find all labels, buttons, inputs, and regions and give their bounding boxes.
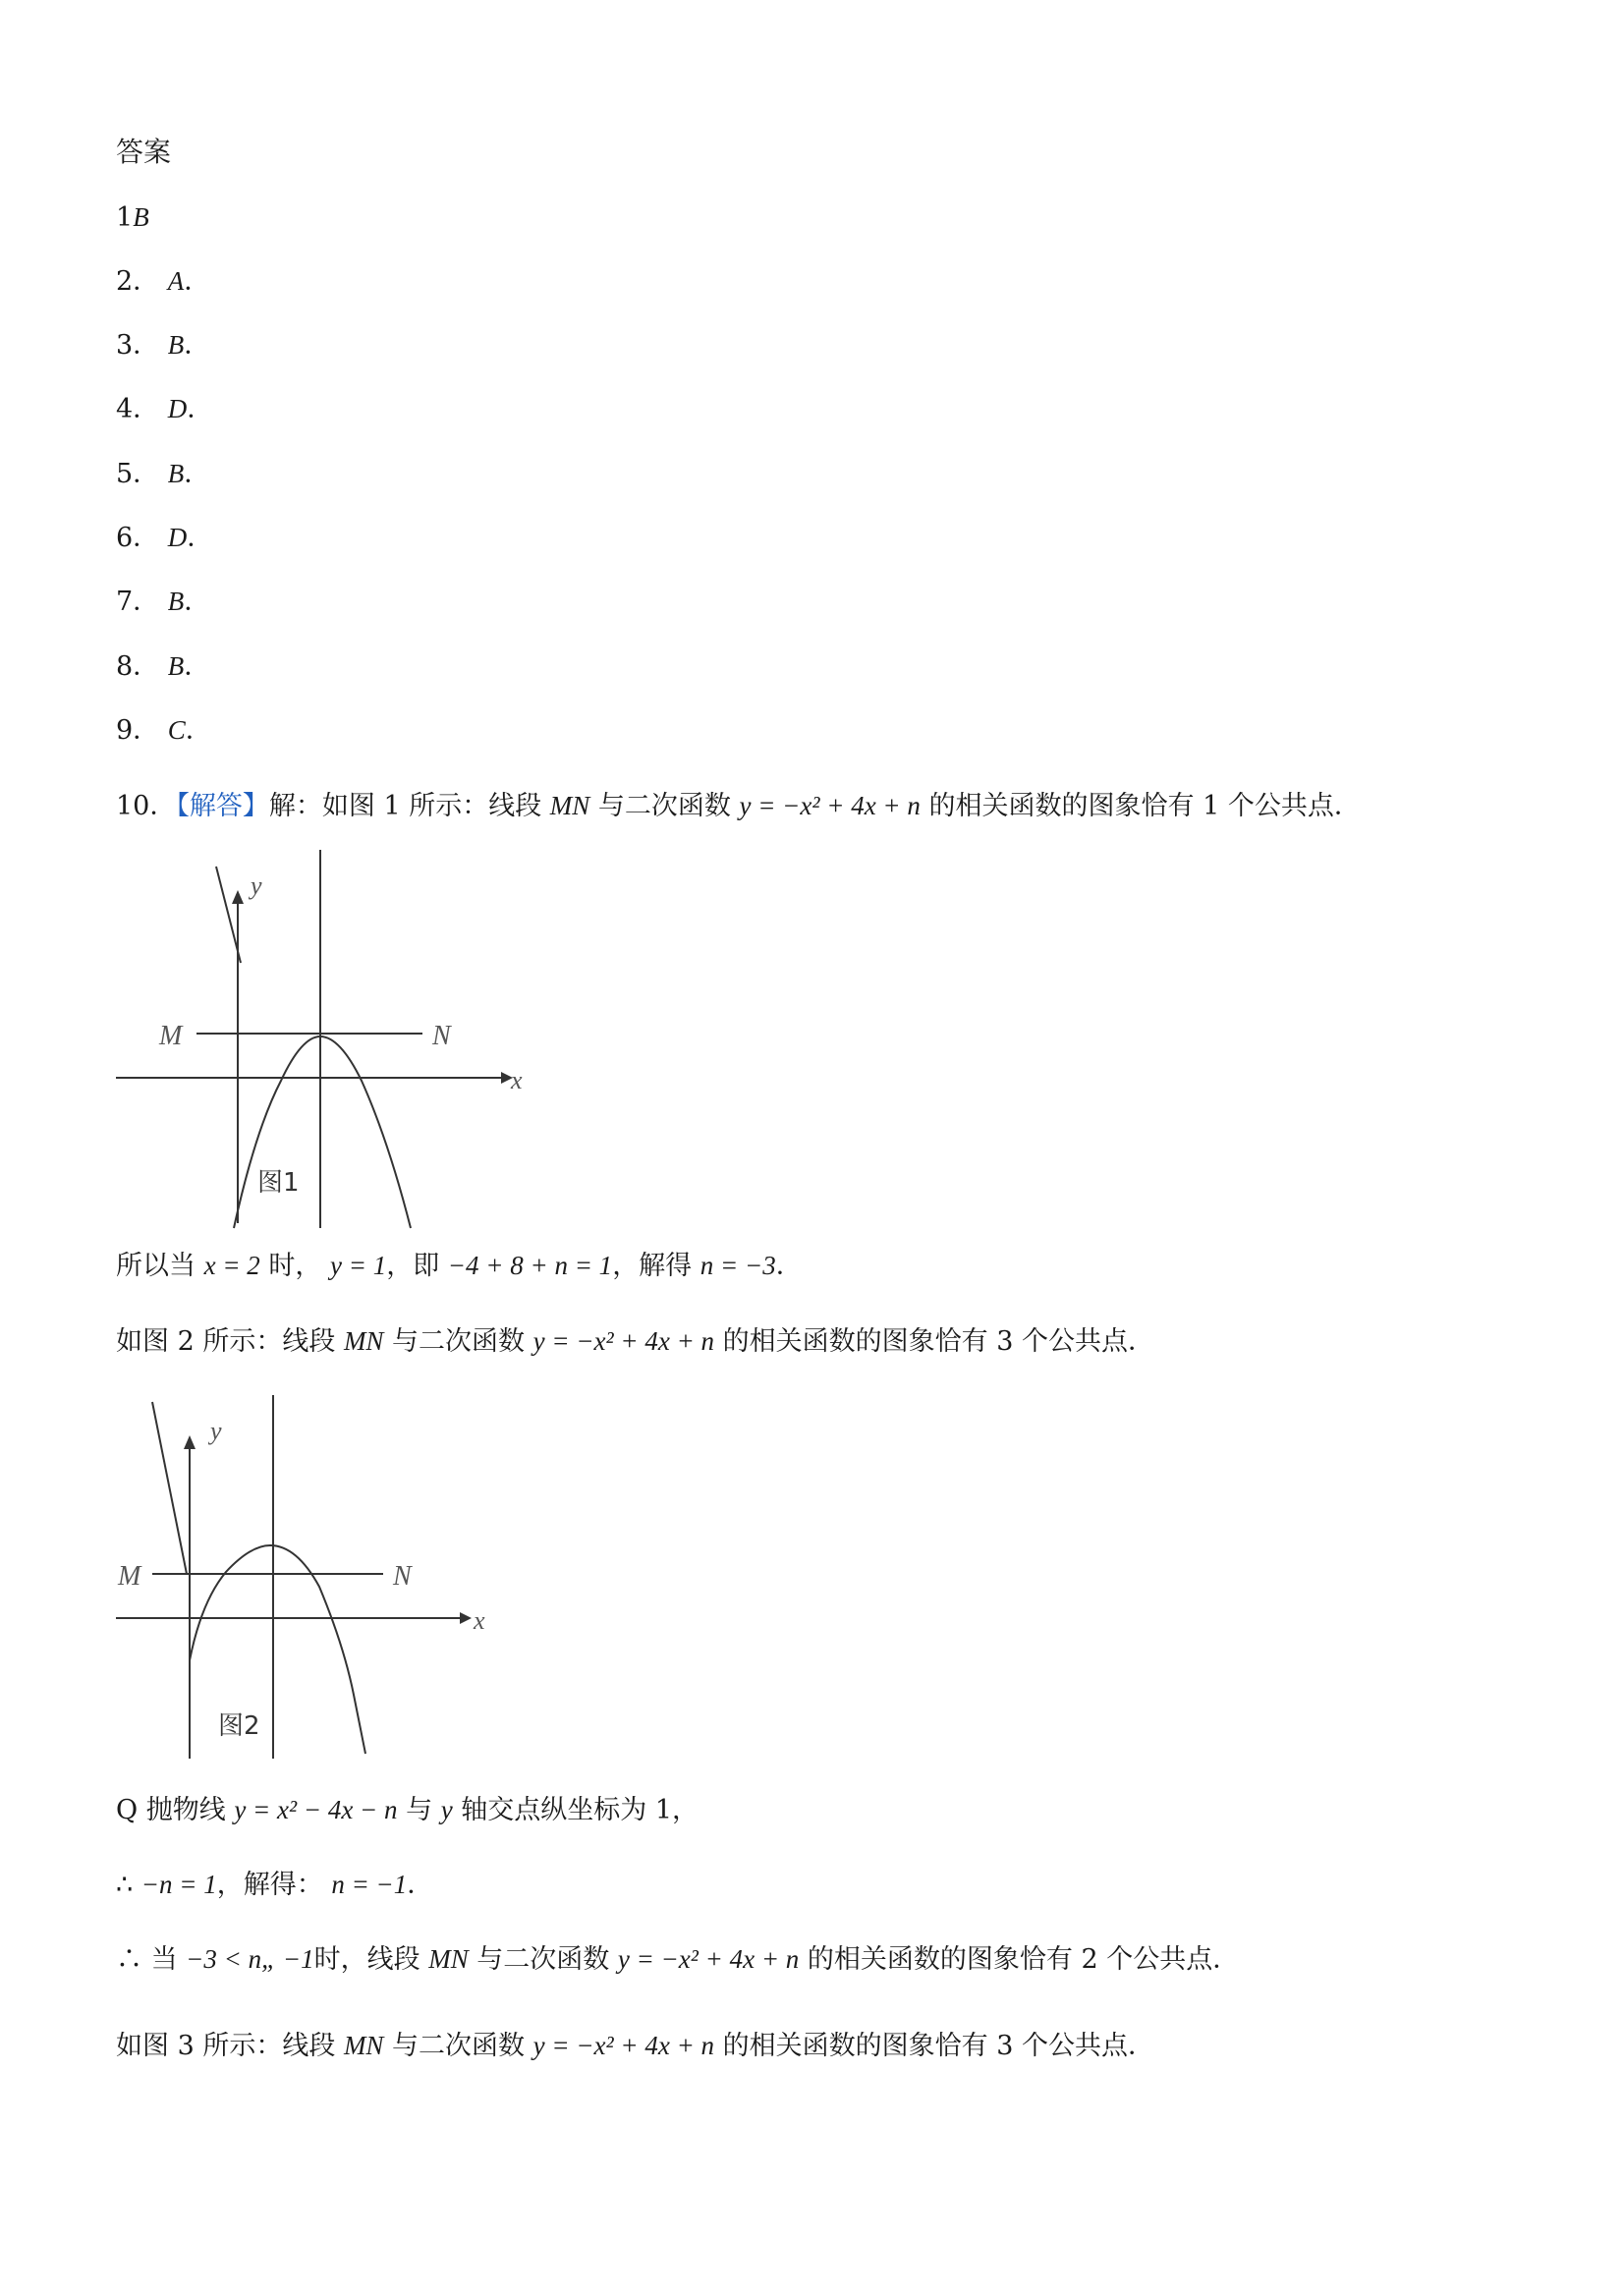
answer-number: 3．	[116, 330, 160, 361]
q10-line	[116, 786, 1361, 826]
fig1-label-n: N	[432, 1021, 451, 1051]
sol1-b: x = 2	[203, 1251, 260, 1280]
q10-tail: 的相关函数的图象恰有 1 个公共点．	[920, 791, 1361, 821]
q10-tag: 【解答】	[176, 791, 269, 821]
sol1-h: n = −3	[700, 1251, 776, 1280]
fig2-y-arrow	[184, 1435, 196, 1449]
fig1-y-arrow	[232, 890, 244, 904]
fig2-intro-b: MN	[343, 1326, 384, 1356]
fig3-intro-a: 如图 3 所示：线段	[116, 2031, 344, 2061]
answer-number: 7．	[116, 587, 160, 617]
figure-1	[108, 845, 540, 1233]
line-q-c: 与	[397, 1795, 441, 1825]
answer-letter: B	[167, 651, 185, 681]
answer-end: ．	[184, 587, 211, 617]
fig2-intro-a: 如图 2 所示：线段	[116, 1326, 344, 1357]
answer-3	[116, 325, 210, 365]
t2-f: y = −x² + 4x + n	[617, 1944, 800, 1974]
sol1-f: −4 + 8 + n = 1	[447, 1251, 613, 1280]
fig3-intro-line	[116, 2026, 1154, 2066]
fig3-intro-d: y = −x² + 4x + n	[532, 2031, 715, 2060]
t2-e: 与二次函数	[468, 1944, 618, 1975]
q10-intro: 解：如图 1 所示：线段	[268, 791, 550, 821]
answer-number: 4．	[116, 394, 160, 424]
t2-c: 时，线段	[313, 1944, 429, 1975]
line-q-a: Q 抛物线	[116, 1795, 235, 1825]
fig3-intro-b: MN	[343, 2031, 384, 2060]
answer-number: 5．	[116, 459, 160, 489]
answer-letter: B	[167, 459, 185, 488]
sol1-d: y = 1	[329, 1251, 387, 1280]
answer-end: ．	[187, 394, 214, 424]
fig2-intro-c: 与二次函数	[383, 1326, 533, 1357]
sol1-c: 时，	[259, 1251, 330, 1281]
fig2-intro-e: 的相关函数的图象恰有 3 个公共点．	[714, 1326, 1154, 1357]
answer-end: ．	[184, 330, 211, 361]
answer-letter: C	[167, 715, 186, 745]
answer-number: 2．	[116, 266, 160, 297]
answer-letter: A	[167, 266, 185, 296]
fig1-label-y: y	[251, 871, 262, 900]
fig2-label-n: N	[393, 1561, 412, 1592]
line-therefore-2	[116, 1939, 1239, 1980]
fig2-intro-d: y = −x² + 4x + n	[532, 1326, 715, 1356]
line-therefore-1	[116, 1865, 433, 1905]
fig3-intro-e: 的相关函数的图象恰有 3 个公共点．	[714, 2031, 1154, 2061]
answer-2	[116, 261, 210, 302]
answer-end: ．	[184, 651, 211, 682]
answer-end: ．	[185, 715, 212, 746]
t1-c: ，解得：	[216, 1870, 332, 1900]
answer-end: ．	[184, 459, 211, 489]
answer-9	[116, 710, 212, 751]
fig2-x-arrow	[460, 1612, 472, 1624]
fig2-label-x: x	[474, 1606, 485, 1635]
answer-number: 1	[116, 202, 134, 233]
answer-end: ．	[187, 523, 214, 553]
sol1-g: ，解得	[612, 1251, 700, 1281]
fig2-parabola	[190, 1545, 365, 1754]
fig3-intro-c: 与二次函数	[383, 2031, 533, 2061]
q10-mn: MN	[549, 791, 590, 820]
answers-title: 答案	[116, 136, 172, 168]
t1-b: −n = 1	[140, 1870, 217, 1899]
fig1-caption: 图1	[257, 1168, 300, 1198]
solution-line-1	[116, 1246, 803, 1286]
answer-5	[116, 454, 210, 494]
t1-d: n = −1	[331, 1870, 408, 1899]
fig2-label-y: y	[210, 1417, 222, 1445]
fig2-intro-line	[116, 1321, 1154, 1362]
answer-6	[116, 518, 213, 558]
t2-g: 的相关函数的图象恰有 2 个公共点．	[799, 1944, 1240, 1975]
sol1-e: ，即	[386, 1251, 448, 1281]
answer-letter: D	[167, 394, 188, 423]
fig1-label-x: x	[511, 1066, 523, 1094]
answer-number: 9．	[116, 715, 160, 746]
t1-a: ∴	[116, 1870, 141, 1900]
q10-mid: 与二次函数	[589, 791, 740, 821]
answer-1	[116, 197, 149, 238]
t1-e: ．	[407, 1870, 434, 1900]
answer-letter: D	[167, 523, 188, 552]
t2-b: −3 < n„ −1	[186, 1944, 314, 1974]
answer-8	[116, 646, 210, 687]
t2-d: MN	[428, 1944, 469, 1974]
fig1-parabola	[234, 1036, 411, 1228]
q10-func: y = −x² + 4x + n	[739, 791, 921, 820]
answer-letter: B	[167, 330, 185, 360]
fig1-label-m: M	[159, 1021, 183, 1051]
t2-a: ∴ 当	[116, 1944, 187, 1975]
answer-7	[116, 582, 210, 622]
line-q-d: y	[440, 1795, 453, 1824]
fig2-label-m: M	[118, 1561, 141, 1592]
fig2-caption: 图2	[218, 1711, 260, 1741]
answer-number: 8．	[116, 651, 160, 682]
answer-4	[116, 389, 213, 429]
answer-letter: B	[133, 202, 149, 232]
q10-number: 10．	[116, 791, 177, 821]
answer-end: ．	[184, 266, 211, 297]
figure-2	[108, 1390, 501, 1764]
line-q-b: y = x² − 4x − n	[234, 1795, 398, 1824]
sol1-i: ．	[775, 1251, 803, 1281]
sol1-a: 所以当	[116, 1251, 204, 1281]
answer-number: 6．	[116, 523, 160, 553]
fig2-left-branch	[152, 1402, 187, 1574]
line-q-e: 轴交点纵坐标为 1，	[452, 1795, 700, 1825]
line-q	[116, 1790, 699, 1830]
answer-letter: B	[167, 587, 185, 616]
